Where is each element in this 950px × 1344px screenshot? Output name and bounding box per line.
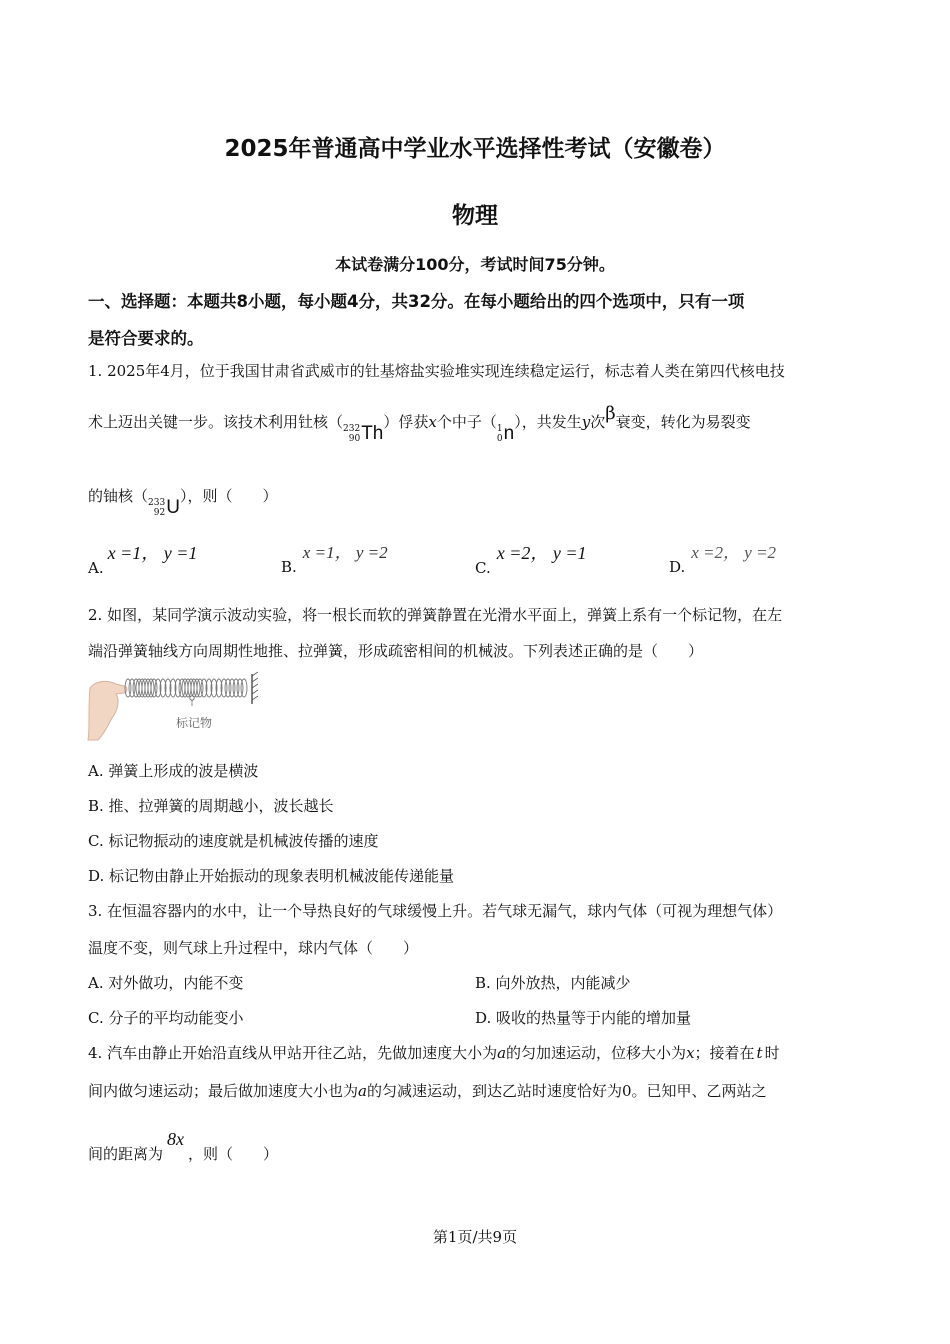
option-math: x =2， y =2 bbox=[691, 543, 777, 562]
q2-line1: 2. 如图，某同学演示波动实验，将一根长而软的弹簧静置在光滑水平面上，弹簧上系有一个标记物，在左 bbox=[88, 606, 783, 624]
q3-line2: 温度不变，则气球上升过程中，球内气体（ ） bbox=[88, 939, 419, 957]
marker-dot bbox=[190, 696, 194, 700]
marker-label: 标记物 bbox=[176, 716, 213, 730]
distance-expression: 8x bbox=[167, 1129, 185, 1149]
var-x: x bbox=[428, 413, 437, 431]
option-label: B. bbox=[281, 558, 297, 576]
q2-option-b[interactable]: B. 推、拉弹簧的周期越小，波长越长 bbox=[88, 797, 334, 815]
q4-text: 4. 汽车由静止开始沿直线从甲站开往乙站，先做加速度大小为 bbox=[88, 1044, 498, 1062]
q2-option-d[interactable]: D. 标记物由静止开始振动的现象表明机械波能传递能量 bbox=[88, 867, 455, 885]
q4-line3 bbox=[88, 1129, 279, 1164]
spring-coils bbox=[125, 679, 247, 697]
q3-line1: 3. 在恒温容器内的水中，让一个导热良好的气球缓慢上升。若气球无漏气，球内气体（可视为理想气体） bbox=[88, 902, 783, 920]
option-math: x =2， y =1 bbox=[496, 543, 587, 563]
q1-text: 个中子（ bbox=[436, 413, 497, 431]
n-mass: 1 bbox=[496, 424, 503, 434]
q1-line2 bbox=[88, 403, 751, 444]
th-atomic: 90 bbox=[348, 434, 361, 444]
q1-option-a[interactable] bbox=[88, 543, 198, 577]
q4-text: ，则（ ） bbox=[188, 1145, 279, 1163]
q1-text: 的铀核（ bbox=[88, 487, 149, 505]
beta-symbol: β bbox=[605, 403, 616, 424]
var-x: x bbox=[686, 1044, 695, 1062]
u-atomic: 92 bbox=[153, 508, 166, 518]
q4-text: 间的距离为 bbox=[88, 1145, 164, 1163]
q3-option-a[interactable]: A. 对外做功，内能不变 bbox=[88, 974, 244, 992]
q4-text: 的匀减速运动，到达乙站时速度恰好为0。已知甲、乙两站之 bbox=[366, 1082, 767, 1100]
neutron bbox=[497, 424, 514, 444]
q2-option-a[interactable]: A. 弹簧上形成的波是横波 bbox=[88, 762, 259, 780]
q3-option-c[interactable]: C. 分子的平均动能变小 bbox=[88, 1009, 244, 1027]
option-math: x =1， y =2 bbox=[302, 543, 388, 562]
exam-title: 2025年普通高中学业水平选择性考试（安徽卷） bbox=[224, 136, 726, 162]
q1-text: ）俘获 bbox=[383, 413, 429, 431]
q4-text: ；接着在 bbox=[694, 1044, 755, 1062]
q1-text: 术上迈出关键一步。该技术利用钍核（ bbox=[88, 413, 344, 431]
spring-figure bbox=[86, 670, 266, 742]
q3-option-b[interactable]: B. 向外放热，内能减少 bbox=[475, 974, 631, 992]
var-a: a bbox=[358, 1082, 367, 1100]
q1-text: ），则（ ） bbox=[179, 487, 278, 505]
option-math: x =1， y =1 bbox=[107, 543, 198, 563]
q1-option-b[interactable] bbox=[281, 543, 388, 576]
q1-text: 次 bbox=[590, 413, 606, 431]
q3-option-d[interactable]: D. 吸收的热量等于内能的增加量 bbox=[475, 1009, 692, 1027]
var-a: a bbox=[497, 1044, 507, 1062]
q1-line3 bbox=[88, 486, 277, 518]
exam-info: 本试卷满分100分，考试时间75分钟。 bbox=[335, 255, 615, 274]
n-atomic: 0 bbox=[496, 434, 503, 444]
q2-line2: 端沿弹簧轴线方向周期性地推、拉弹簧，形成疏密相间的机械波。下列表述正确的是（ ） bbox=[88, 642, 704, 660]
section-heading: 一、选择题：本题共8小题，每小题4分，共32分。在每小题给出的四个选项中，只有一项 bbox=[88, 292, 745, 311]
th-symbol: Th bbox=[361, 423, 384, 444]
th-mass: 232 bbox=[343, 424, 361, 434]
q4-text: 时 bbox=[764, 1044, 780, 1062]
q2-option-c[interactable]: C. 标记物振动的速度就是机械波传播的速度 bbox=[88, 832, 379, 850]
q4-line2 bbox=[88, 1081, 767, 1101]
u-symbol: U bbox=[166, 497, 180, 518]
var-t: t bbox=[756, 1044, 763, 1062]
q1-text: 衰变，转化为易裂变 bbox=[615, 413, 751, 431]
q4-line1 bbox=[88, 1043, 780, 1063]
spring-illustration bbox=[86, 670, 266, 742]
page-footer: 第1页/共9页 bbox=[432, 1228, 518, 1246]
option-label: A. bbox=[88, 559, 104, 577]
u-mass: 233 bbox=[148, 498, 166, 508]
thorium-nucleus bbox=[343, 424, 383, 444]
q4-text: 的匀加速运动，位移大小为 bbox=[506, 1044, 687, 1062]
hand-shape bbox=[88, 681, 127, 740]
var-y: y bbox=[581, 413, 591, 431]
q4-text: 间内做匀速运动；最后做加速度大小也为 bbox=[88, 1082, 359, 1100]
option-label: D. bbox=[669, 558, 686, 576]
q1-option-d[interactable] bbox=[669, 543, 777, 576]
q1-line1: 1. 2025年4月，位于我国甘肃省武威市的钍基熔盐实验堆实现连续稳定运行，标志着人类在第四代核电技 bbox=[88, 362, 785, 380]
wall-hatch bbox=[252, 672, 258, 700]
subject-title: 物理 bbox=[452, 203, 498, 229]
q1-option-c[interactable] bbox=[475, 543, 587, 577]
section-heading-cont: 是符合要求的。 bbox=[88, 329, 204, 348]
option-label: C. bbox=[475, 559, 491, 577]
uranium-nucleus bbox=[148, 498, 180, 518]
q1-text: ），共发生 bbox=[514, 413, 582, 431]
n-symbol: n bbox=[503, 423, 515, 444]
